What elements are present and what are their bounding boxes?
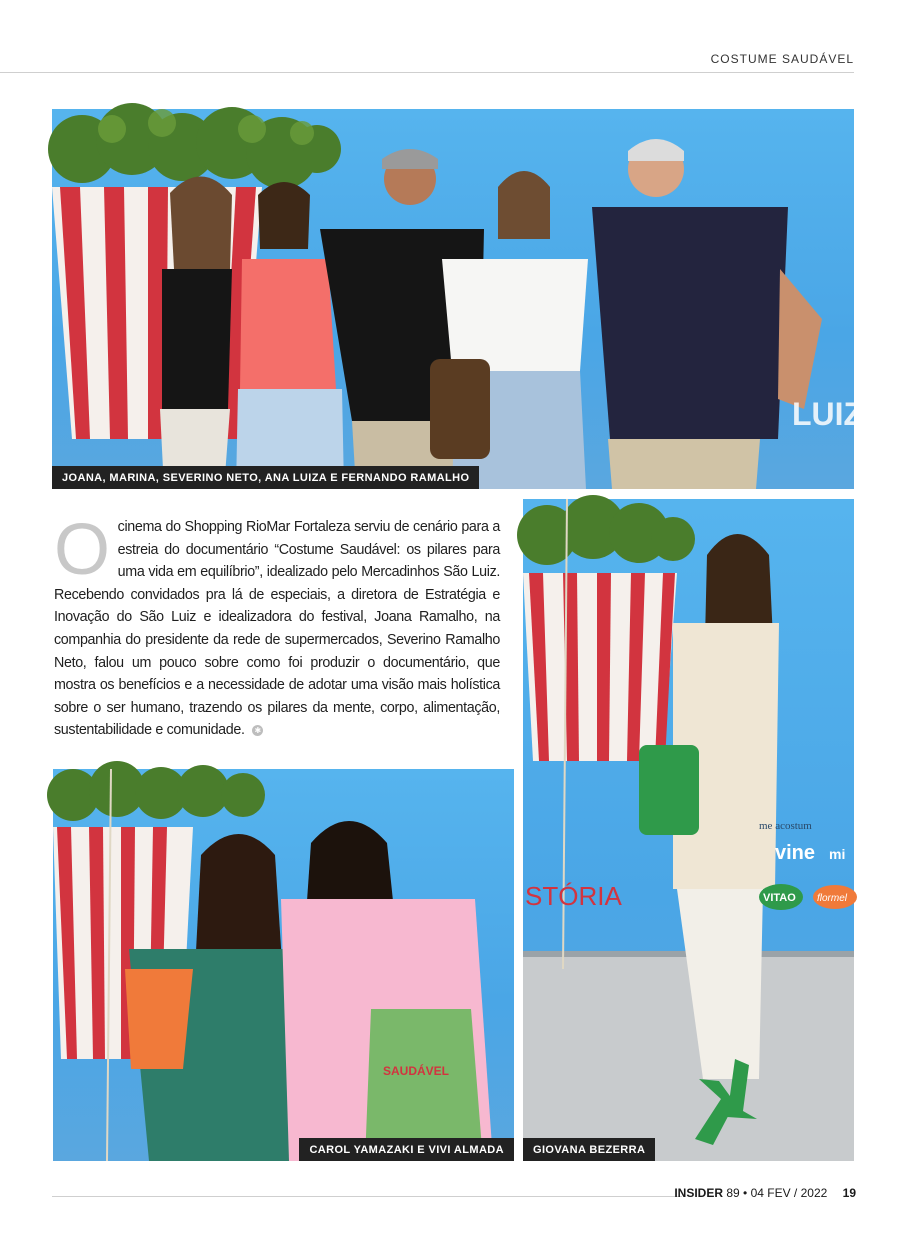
photo-carol-vivi-illustration <box>53 769 514 1161</box>
photo-right-caption: GIOVANA BEZERRA <box>523 1138 655 1161</box>
photo-bottom-left-caption: CAROL YAMAZAKI E VIVI ALMADA <box>299 1138 514 1161</box>
article-text: cinema do Shopping RioMar Fortaleza serviu de cenário para a estreia do documentário “Costume Saudável: os pilares para uma vida em equilíbrio”, idealizado pelo Mercadinhos São Luiz. Recebendo convidados pra lá de especiais, a diretora de Estratégia e Inovação do São Luiz e idealizadora do festival, Joana Ramalho, na companhia do presidente da rede de supermercados, Severino Ramalho Neto, falou um pouco sobre como foi produzir o documentário, que mostra os benefícios e a necessidade de adotar uma visão mais holística sobre o ser humano, trazendo os pilares da mente, corpo, alimentação, sustentabilidade e comunidade. <box>54 519 500 739</box>
photo-group-top <box>52 109 864 489</box>
footer-magazine: INSIDER <box>674 1186 724 1200</box>
photo-right-logo-mi: mi <box>829 846 846 862</box>
footer-page-number: 19 <box>842 1186 856 1200</box>
photo-top-caption: JOANA, MARINA, SEVERINO NETO, ANA LUIZA E FERNANDO RAMALHO <box>52 466 479 489</box>
photo-right-backdrop-text-1: me acostum <box>759 820 812 832</box>
photo-bottom-left-bag-text: SAUDÁVEL <box>383 1064 450 1078</box>
end-of-article-icon: ✱ <box>252 725 263 736</box>
bottom-rule <box>52 1196 682 1197</box>
section-title: COSTUME SAUDÁVEL <box>710 52 854 66</box>
article-body <box>54 510 500 742</box>
photo-top-backdrop-text: LUIZ <box>792 396 864 432</box>
top-rule <box>0 72 854 73</box>
photo-giovana-illustration <box>523 499 854 1161</box>
photo-right-backdrop-text-2: STÓRIA <box>525 881 622 911</box>
photo-group-top-illustration <box>52 109 864 489</box>
photo-right-logo-flormel: flormel <box>817 893 848 904</box>
page-footer <box>674 1186 856 1200</box>
footer-issue: 89 • 04 FEV / 2022 <box>726 1186 828 1200</box>
photo-right-logo-vine: vine <box>775 842 816 864</box>
photo-right-logo-vitao: VITAO <box>763 892 796 904</box>
article-dropcap: O <box>54 510 110 590</box>
photo-giovana <box>523 499 854 1161</box>
photo-carol-vivi <box>53 769 514 1161</box>
